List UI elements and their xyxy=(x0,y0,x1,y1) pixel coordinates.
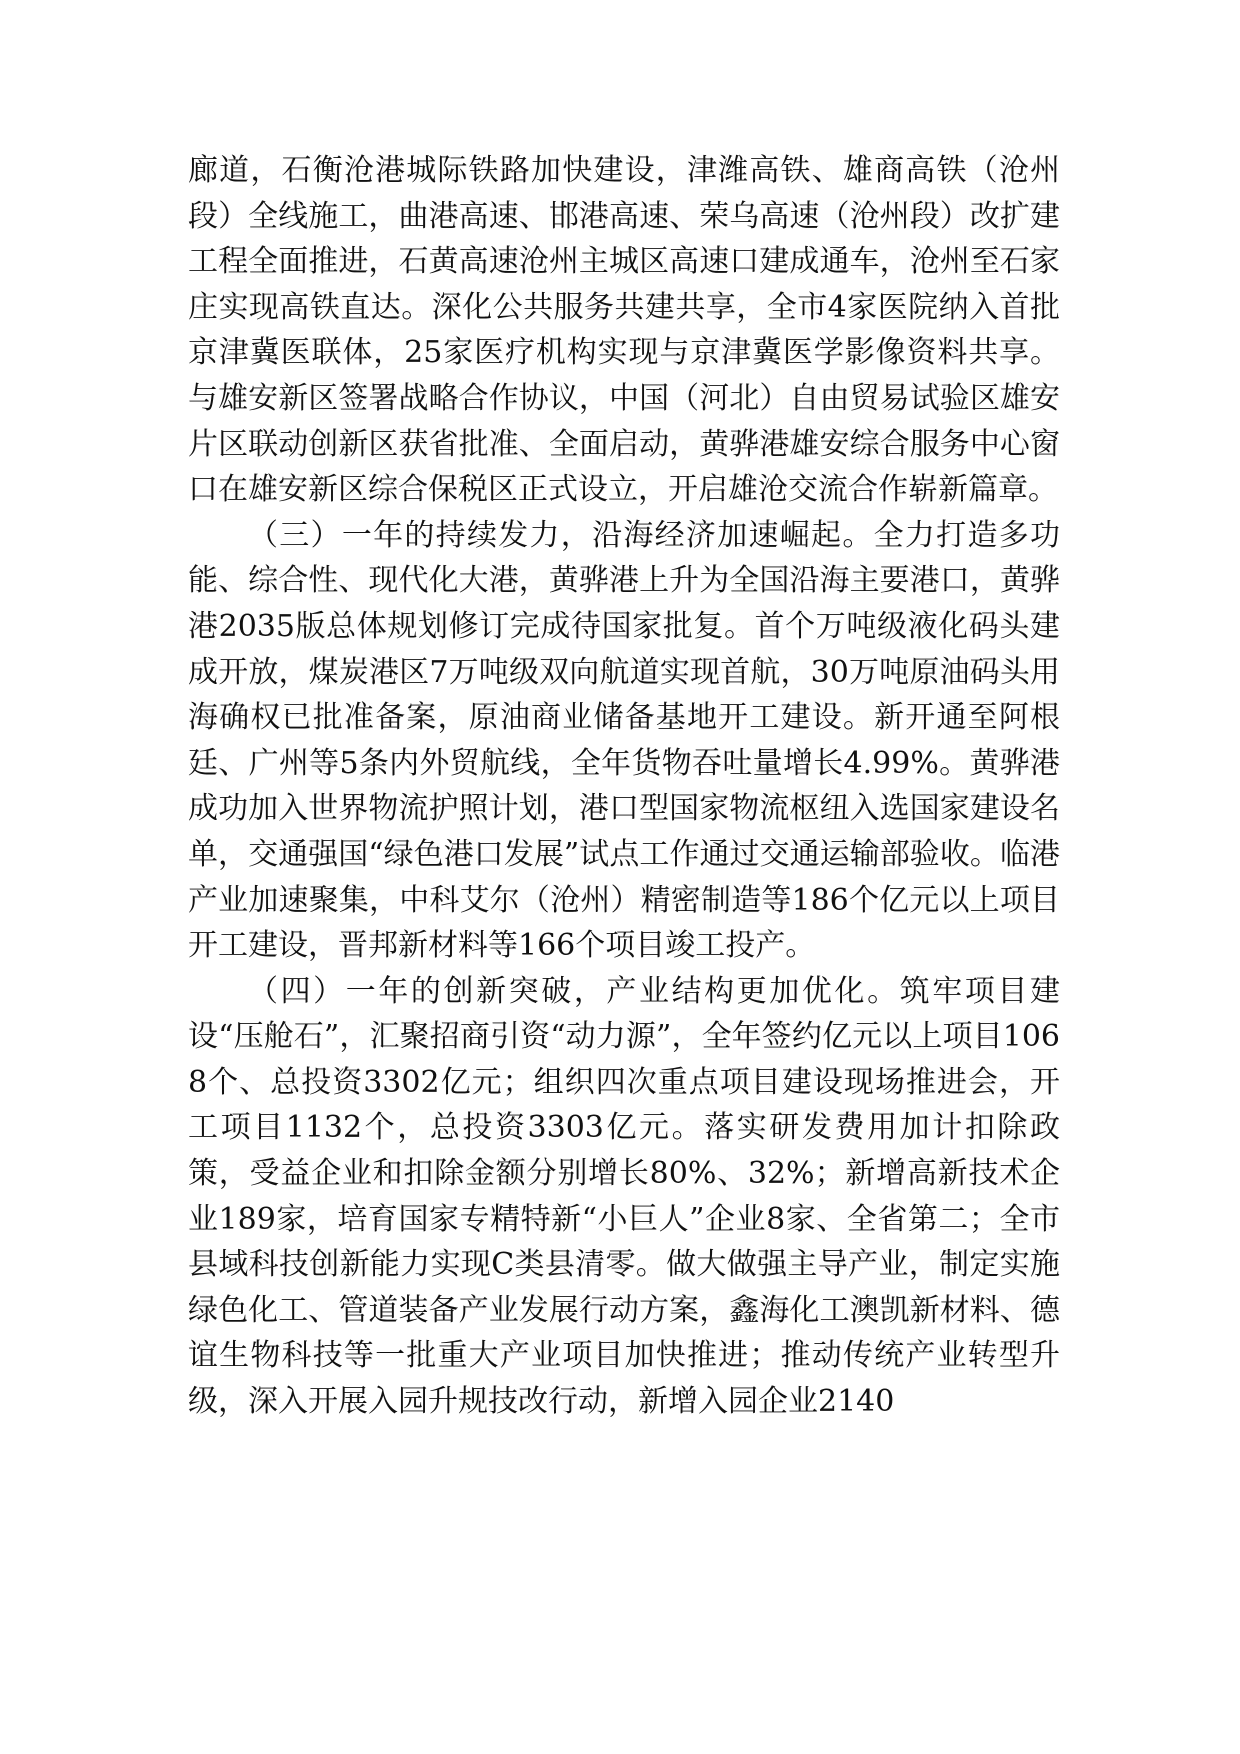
document-body xyxy=(188,148,1060,1425)
paragraph-corridor-transport: 廊道，石衡沧港城际铁路加快建设，津潍高铁、雄商高铁（沧州段）全线施工，曲港高速、邯港高速、荣乌高速（沧州段）改扩建工程全面推进，石黄高速沧州主城区高速口建成通车，沧州至石家庄实现高铁直达。深化公共服务共建共享，全市4家医院纳入首批京津冀医联体，25家医疗机构实现与京津冀医学影像资料共享。与雄安新区签署战略合作协议，中国（河北）自由贸易试验区雄安片区联动创新区获省批准、全面启动，黄骅港雄安综合服务中心窗口在雄安新区综合保税区正式设立，开启雄沧交流合作崭新篇章。 xyxy=(188,153,1060,508)
paragraph-coastal-economy: （三）一年的持续发力，沿海经济加速崛起。全力打造多功能、综合性、现代化大港，黄骅港上升为全国沿海主要港口，黄骅港2035版总体规划修订完成待国家批复。首个万吨级液化码头建成开放，煤炭港区7万吨级双向航道实现首航，30万吨原油码头用海确权已批准备案，原油商业储备基地开工建设。新开通至阿根廷、广州等5条内外贸航线，全年货物吞吐量增长4.99%。黄骅港成功加入世界物流护照计划，港口型国家物流枢纽入选国家建设名单，交通强国“绿色港口发展”试点工作通过交通运输部验收。临港产业加速聚集，中科艾尔（沧州）精密制造等186个亿元以上项目开工建设，晋邦新材料等166个项目竣工投产。 xyxy=(188,517,1060,964)
paragraph-innovation-industry: （四）一年的创新突破，产业结构更加优化。筑牢项目建设“压舱石”，汇聚招商引资“动力源”，全年签约亿元以上项目1068个、总投资3302亿元；组织四次重点项目建设现场推进会，开工项目1132个，总投资3303亿元。落实研发费用加计扣除政策，受益企业和扣除金额分别增长80%、32%；新增高新技术企业189家，培育国家专精特新“小巨人”企业8家、全省第二；全市县域科技创新能力实现C类县清零。做大做强主导产业，制定实施绿色化工、管道装备产业发展行动方案，鑫海化工澳凯新材料、德谊生物科技等一批重大产业项目加快推进；推动传统产业转型升级，深入开展入园升规技改行动，新增入园企业2140 xyxy=(188,973,1060,1420)
